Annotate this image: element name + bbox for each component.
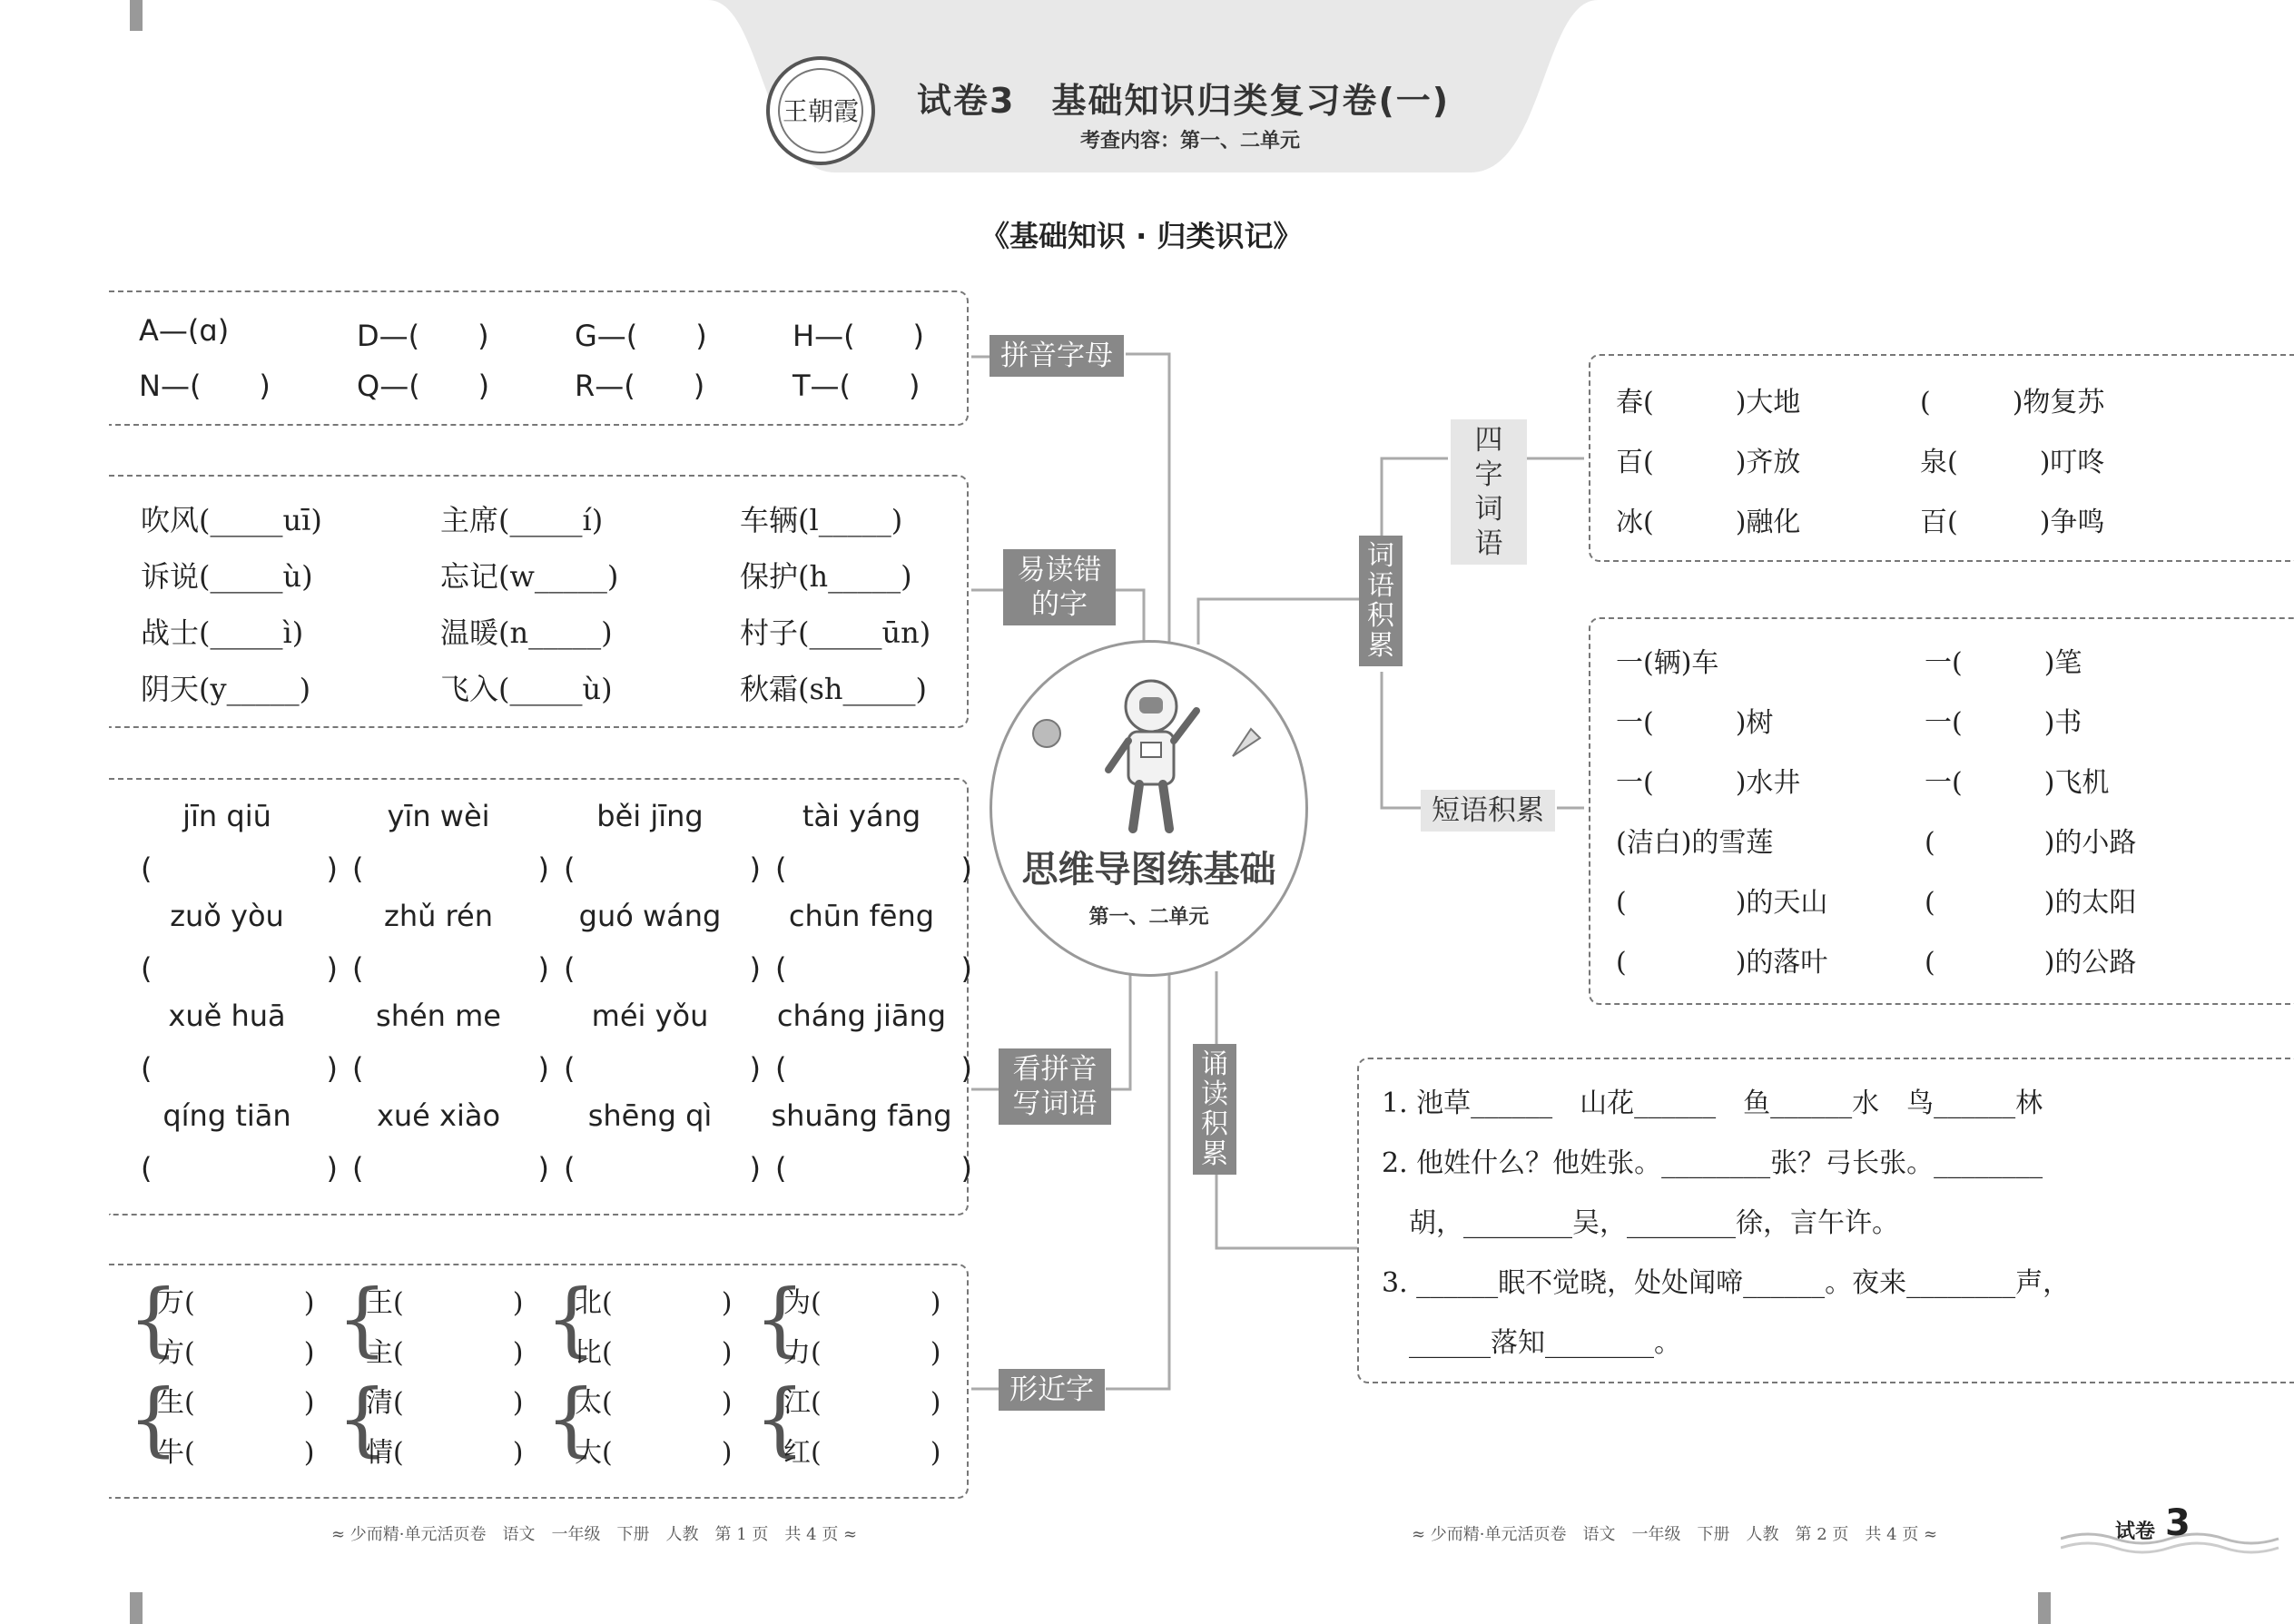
pinyin-word-answer-blank[interactable]: ( ) bbox=[775, 951, 972, 986]
astronaut-illustration bbox=[1083, 670, 1219, 842]
similar-char-item: 方( ) bbox=[157, 1337, 315, 1369]
easy-wrong-cell: 吹风(_____uī) bbox=[141, 503, 322, 537]
phrase-cell: (洁白)的雪莲 bbox=[1616, 827, 1774, 859]
pinyin-word-answer-blank[interactable]: ( ) bbox=[564, 851, 761, 886]
four-char-cell: ( )物复苏 bbox=[1920, 387, 2105, 418]
phrase-cell: ( )的天山 bbox=[1616, 887, 1828, 919]
similar-char-item: 北( ) bbox=[575, 1287, 733, 1319]
similar-char-item: 红( ) bbox=[783, 1437, 941, 1469]
pinyin-word: cháng jiāng bbox=[776, 999, 947, 1033]
pinyin-letter-cell: H—( ) bbox=[793, 319, 925, 353]
brace-mark: { bbox=[754, 1372, 805, 1465]
phrase-cell: 一( )水井 bbox=[1616, 767, 1801, 799]
tag-four-char: 四字词语 bbox=[1451, 419, 1527, 565]
pinyin-word: xuě huā bbox=[168, 999, 286, 1033]
pinyin-word: shuāng fāng bbox=[771, 1098, 952, 1133]
tag-recite: 诵读积累 bbox=[1193, 1044, 1236, 1175]
pinyin-word: yīn wèi bbox=[387, 799, 490, 833]
easy-wrong-cell: 村子(_____ūn) bbox=[740, 615, 931, 650]
similar-char-item: 王( ) bbox=[366, 1287, 524, 1319]
center-title: 思维导图练基础 bbox=[1021, 849, 1276, 891]
pinyin-letter-cell: A—(ɑ) bbox=[139, 313, 230, 348]
similar-char-item: 生( ) bbox=[157, 1387, 315, 1419]
brace-mark: { bbox=[754, 1272, 805, 1365]
pinyin-word-answer-blank[interactable]: ( ) bbox=[352, 1051, 549, 1086]
phrase-cell: 一( )书 bbox=[1925, 707, 2082, 739]
similar-char-item: 力( ) bbox=[783, 1337, 941, 1369]
planet-icon bbox=[1029, 715, 1065, 752]
four-char-cell: 百( )齐放 bbox=[1616, 447, 1801, 478]
tag-word-accum: 词语积累 bbox=[1359, 536, 1403, 666]
footer-left: ≈ 少而精·单元活页卷 语文 一年级 下册 人教 第 1 页 共 4 页 ≈ bbox=[331, 1525, 858, 1544]
similar-char-item: 江( ) bbox=[783, 1387, 941, 1419]
center-subtitle: 第一、二单元 bbox=[1088, 906, 1209, 929]
pinyin-word: jīn qiū bbox=[182, 799, 271, 833]
pinyin-word: běi jīng bbox=[596, 799, 704, 833]
tag-similar-chars: 形近字 bbox=[999, 1369, 1105, 1411]
recite-line: 1. 池草______ 山花______ 鱼______水 鸟______林 bbox=[1382, 1088, 2043, 1119]
pinyin-word-answer-blank[interactable]: ( ) bbox=[564, 1151, 761, 1186]
pinyin-word: méi yǒu bbox=[591, 999, 709, 1033]
brace-mark: { bbox=[128, 1372, 179, 1465]
easy-wrong-cell: 温暖(n_____) bbox=[440, 615, 613, 650]
pinyin-word-answer-blank[interactable]: ( ) bbox=[141, 851, 338, 886]
easy-wrong-cell: 诉说(_____ù) bbox=[141, 559, 313, 594]
phrase-cell: ( )的公路 bbox=[1925, 947, 2137, 979]
four-char-cell: 泉( )叮咚 bbox=[1920, 447, 2105, 478]
similar-char-item: 牛( ) bbox=[157, 1437, 315, 1469]
rocket-icon bbox=[1224, 720, 1269, 765]
recite-line: 3. ______眠不觉晓，处处闻啼______。夜来________声， bbox=[1382, 1267, 2071, 1299]
pinyin-letter-cell: R—( ) bbox=[575, 369, 705, 403]
easy-wrong-cell: 战士(_____ì) bbox=[141, 615, 304, 650]
pinyin-word: shēng qì bbox=[587, 1098, 713, 1133]
easy-wrong-cell: 阴天(y_____) bbox=[141, 672, 311, 706]
pinyin-letter-cell: G—( ) bbox=[575, 319, 707, 353]
phrase-cell: ( )的小路 bbox=[1925, 827, 2137, 859]
similar-char-item: 情( ) bbox=[366, 1437, 524, 1469]
pinyin-word: qíng tiān bbox=[162, 1098, 291, 1133]
phrase-cell: 一( )飞机 bbox=[1925, 767, 2110, 799]
recite-line: 2. 他姓什么？他姓张。________张？弓长张。________ bbox=[1382, 1147, 2043, 1179]
pinyin-word-answer-blank[interactable]: ( ) bbox=[775, 1151, 972, 1186]
pinyin-word-answer-blank[interactable]: ( ) bbox=[564, 1051, 761, 1086]
pinyin-letters-box bbox=[109, 290, 969, 426]
tag-pinyin-words: 看拼音写词语 bbox=[999, 1048, 1111, 1125]
pinyin-word-answer-blank[interactable]: ( ) bbox=[141, 951, 338, 986]
pinyin-word-answer-blank[interactable]: ( ) bbox=[352, 1151, 549, 1186]
pinyin-word: zuǒ yòu bbox=[170, 899, 284, 933]
page-subtitle: 考查内容：第一、二单元 bbox=[1080, 130, 1301, 153]
page-title: 试卷3 基础知识归类复习卷(一) bbox=[917, 81, 1451, 121]
pinyin-letter-cell: N—( ) bbox=[139, 369, 271, 403]
recite-line: 胡，________吴，________徐，言午许。 bbox=[1382, 1207, 1899, 1239]
four-char-cell: 春( )大地 bbox=[1616, 387, 1801, 418]
paper-number: 3 bbox=[2165, 1502, 2191, 1544]
easy-wrong-cell: 保护(h_____) bbox=[740, 559, 912, 594]
brace-mark: { bbox=[128, 1272, 179, 1365]
easy-wrong-cell: 秋霜(sh_____) bbox=[740, 672, 928, 706]
pinyin-word: shén me bbox=[376, 999, 501, 1033]
seal-text: 王朝霞 bbox=[782, 96, 860, 126]
pinyin-word-answer-blank[interactable]: ( ) bbox=[775, 851, 972, 886]
easy-wrong-cell: 车辆(l_____) bbox=[740, 503, 903, 537]
tag-easy-wrong: 易读错的字 bbox=[1003, 549, 1116, 625]
pinyin-word: guó wáng bbox=[578, 899, 722, 933]
pinyin-letter-cell: Q—( ) bbox=[357, 369, 490, 403]
similar-char-item: 比( ) bbox=[575, 1337, 733, 1369]
footer-right: ≈ 少而精·单元活页卷 语文 一年级 下册 人教 第 2 页 共 4 页 ≈ bbox=[1412, 1525, 1938, 1544]
pinyin-word-answer-blank[interactable]: ( ) bbox=[141, 1051, 338, 1086]
similar-char-item: 清( ) bbox=[366, 1387, 524, 1419]
pinyin-word: chūn fēng bbox=[788, 899, 935, 933]
pinyin-letter-cell: D—( ) bbox=[357, 319, 489, 353]
four-char-cell: 百( )争鸣 bbox=[1920, 507, 2105, 538]
similar-char-item: 太( ) bbox=[575, 1387, 733, 1419]
similar-char-item: 主( ) bbox=[366, 1337, 524, 1369]
similar-char-item: 大( ) bbox=[575, 1437, 733, 1469]
paper-label: 试卷 bbox=[2115, 1521, 2156, 1543]
pinyin-word-answer-blank[interactable]: ( ) bbox=[775, 1051, 972, 1086]
recite-line: ______落知________。 bbox=[1382, 1327, 1681, 1359]
easy-wrong-cell: 飞入(_____ù) bbox=[440, 672, 613, 706]
phrase-cell: 一( )树 bbox=[1616, 707, 1774, 739]
brace-mark: { bbox=[546, 1372, 596, 1465]
pinyin-word-answer-blank[interactable]: ( ) bbox=[352, 851, 549, 886]
phrase-cell: ( )的太阳 bbox=[1925, 887, 2137, 919]
pinyin-word-answer-blank[interactable]: ( ) bbox=[141, 1151, 338, 1186]
phrase-cell: 一(辆)车 bbox=[1616, 647, 1719, 679]
tag-pinyin-letters: 拼音字母 bbox=[989, 335, 1124, 377]
pinyin-word: zhǔ rén bbox=[384, 899, 493, 933]
four-char-cell: 冰( )融化 bbox=[1616, 507, 1801, 538]
pinyin-word: xué xiào bbox=[376, 1098, 501, 1133]
easy-wrong-cell: 忘记(w_____) bbox=[440, 559, 619, 594]
easy-wrong-cell: 主席(_____í) bbox=[440, 503, 604, 537]
brace-mark: { bbox=[337, 1272, 388, 1365]
pinyin-word-answer-blank[interactable]: ( ) bbox=[352, 951, 549, 986]
tag-phrases: 短语积累 bbox=[1421, 790, 1555, 832]
similar-char-item: 万( ) bbox=[157, 1287, 315, 1319]
brace-mark: { bbox=[546, 1272, 596, 1365]
brace-mark: { bbox=[337, 1372, 388, 1465]
section-title: 《基础知识 · 归类识记》 bbox=[980, 219, 1303, 253]
pinyin-word: tài yáng bbox=[802, 799, 921, 833]
center-topic bbox=[989, 640, 1308, 977]
phrase-cell: ( )的落叶 bbox=[1616, 947, 1828, 979]
pinyin-letter-cell: T—( ) bbox=[793, 369, 921, 403]
phrase-cell: 一( )笔 bbox=[1925, 647, 2082, 679]
similar-char-item: 为( ) bbox=[783, 1287, 941, 1319]
pinyin-word-answer-blank[interactable]: ( ) bbox=[564, 951, 761, 986]
